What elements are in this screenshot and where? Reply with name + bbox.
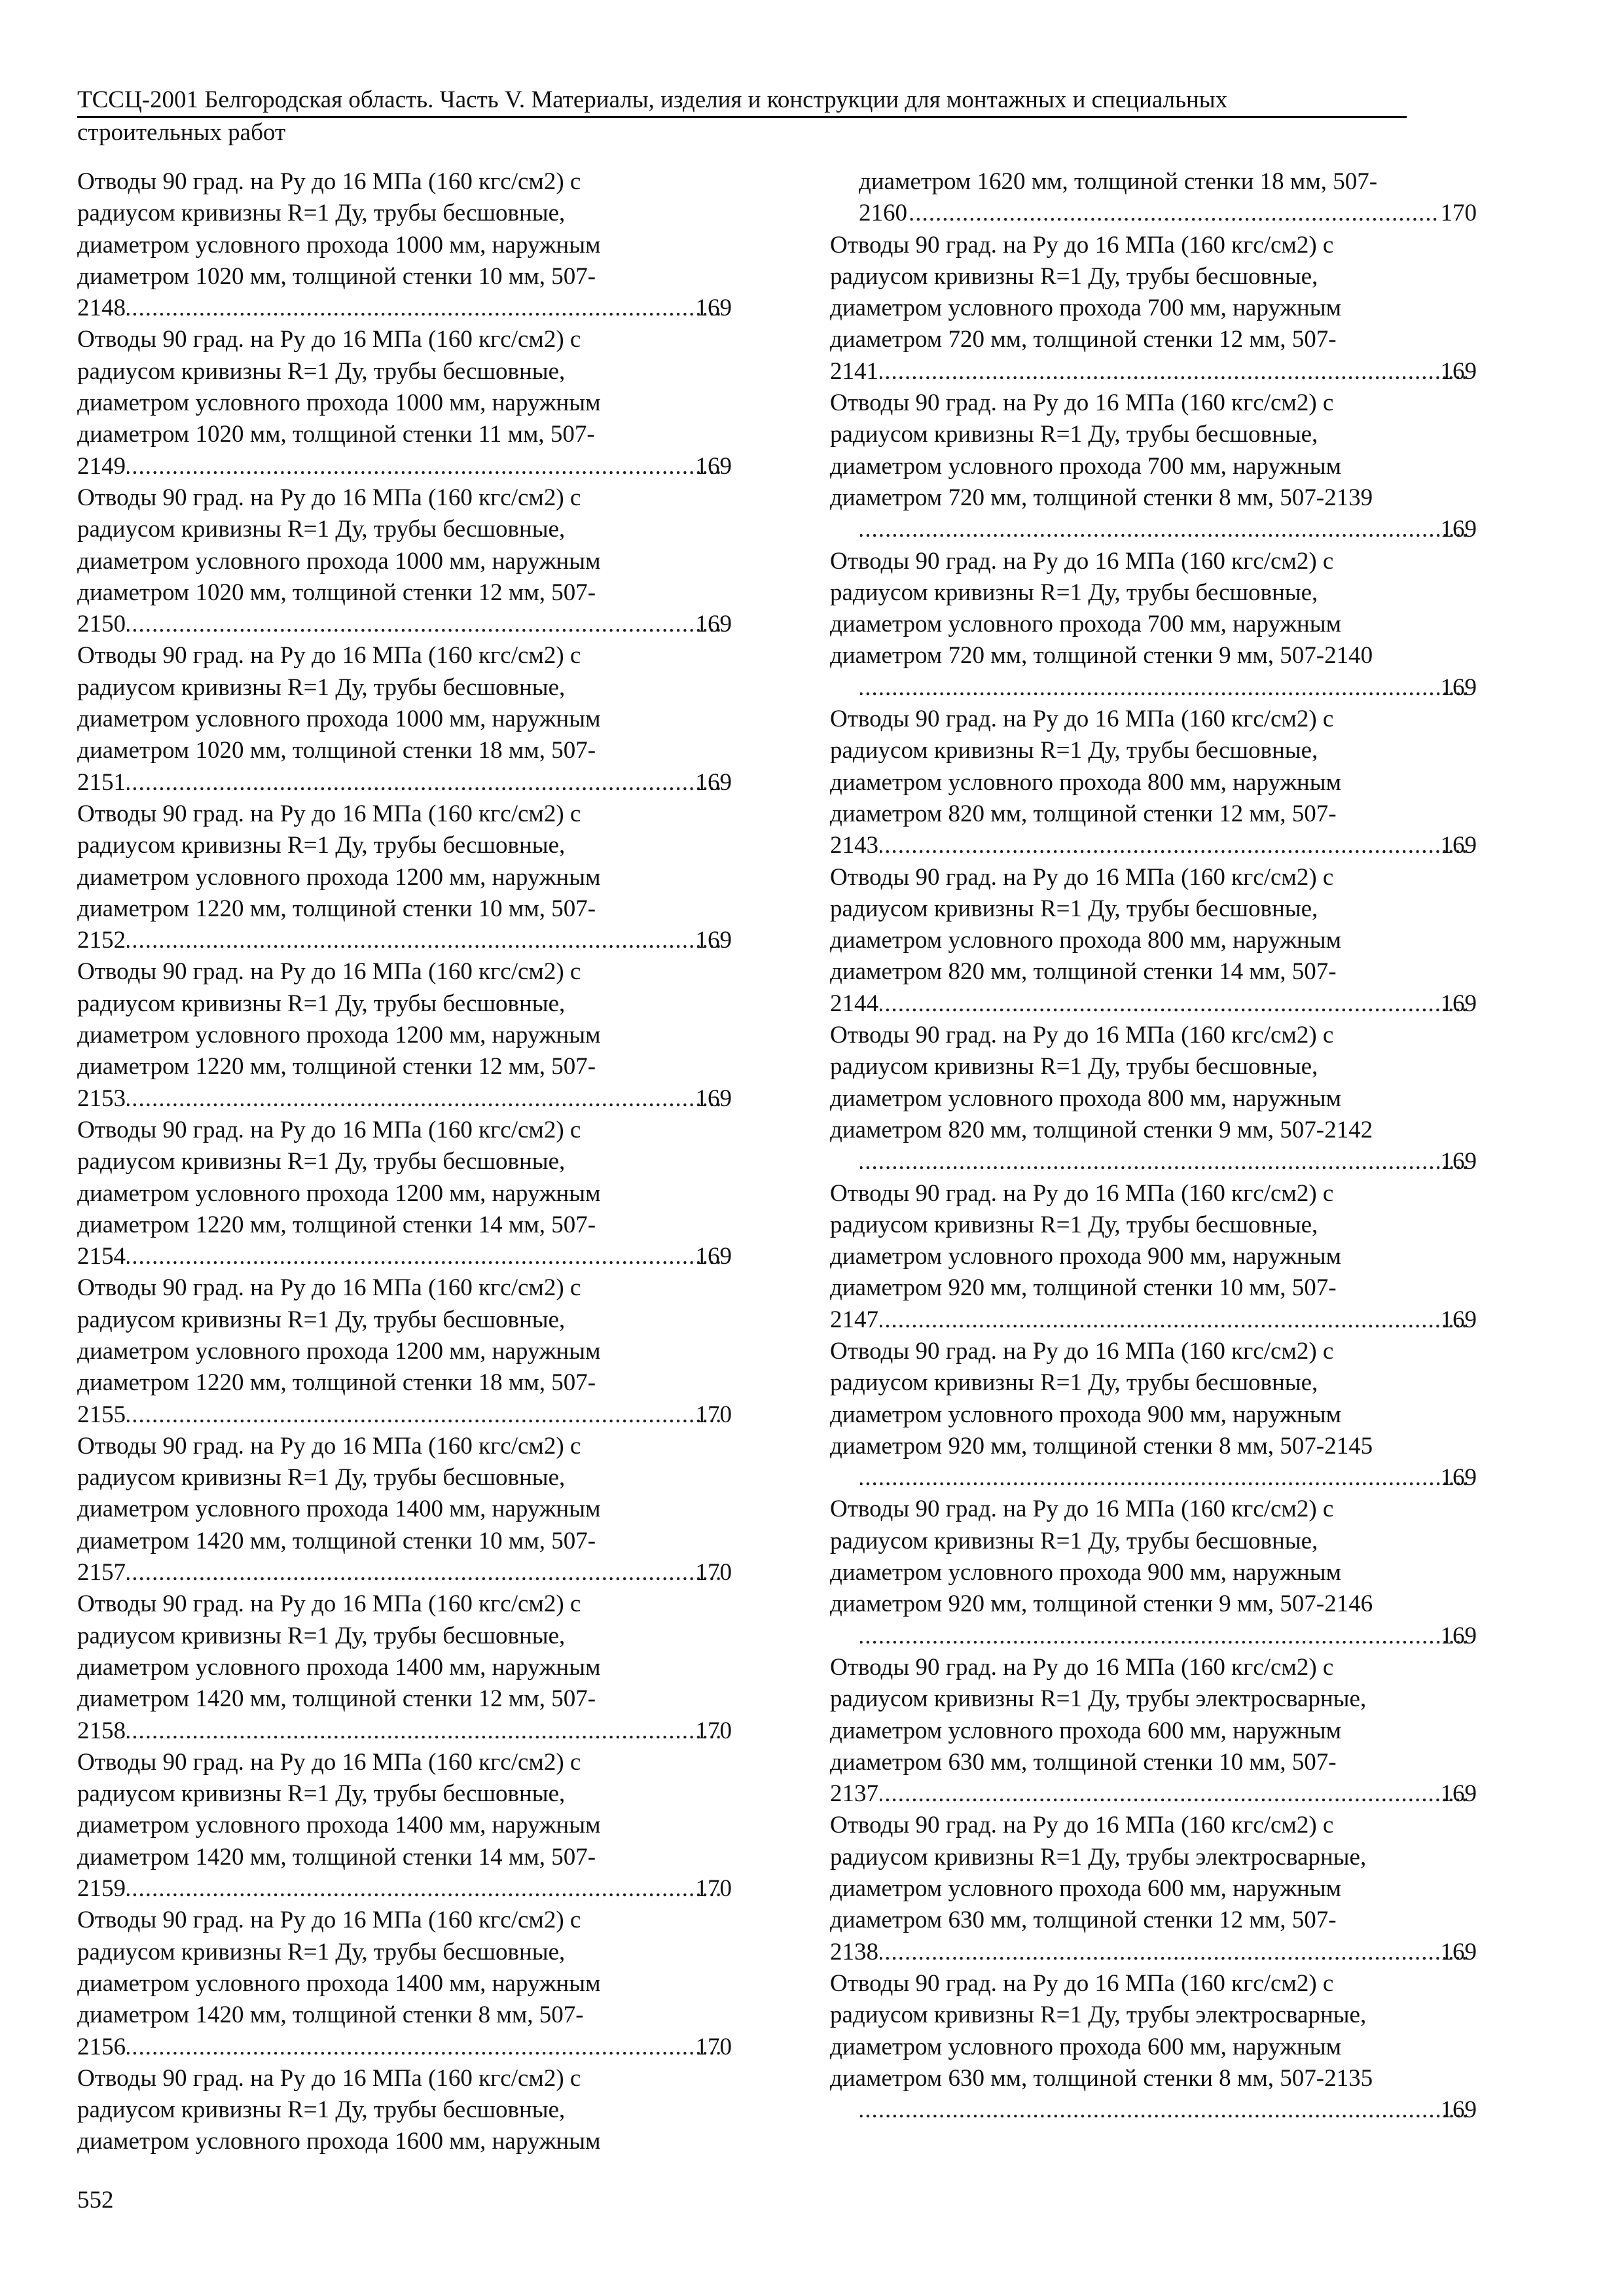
entry-code: 2157 <box>77 1559 126 1587</box>
entry-line: радиусом кривизны R=1 Ду, трубы бесшовные, <box>830 421 1318 448</box>
entry-leader-line <box>77 1083 732 1115</box>
dot-leader <box>860 1146 1468 1177</box>
entry-line: Отводы 90 град. на Ру до 16 МПа (160 кгс/см2) с <box>830 863 1334 891</box>
entry-line: диаметром 1020 мм, толщиной стенки 11 мм, 507- <box>77 421 595 448</box>
index-entry <box>77 798 732 956</box>
index-entry <box>830 862 1477 1020</box>
entry-line: радиусом кривизны R=1 Ду, трубы бесшовные, <box>77 357 566 385</box>
entry-line: диаметром 1220 мм, толщиной стенки 12 мм, 507- <box>77 1053 596 1081</box>
entry-line: диаметром 1420 мм, толщиной стенки 14 мм, 507- <box>77 1843 596 1871</box>
dot-leader <box>127 293 723 324</box>
entry-leader-line <box>859 672 1477 704</box>
dot-leader <box>880 356 1468 387</box>
entry-line: радиусом кривизны R=1 Ду, трубы бесшовные, <box>830 737 1318 764</box>
index-column-left <box>77 166 732 2158</box>
entry-line: Отводы 90 град. на Ру до 16 МПа (160 кгс/см2) с <box>830 547 1334 575</box>
index-entry <box>77 640 732 798</box>
entry-page-ref: 169 <box>1440 990 1477 1017</box>
entry-line: радиусом кривизны R=1 Ду, трубы бесшовные, <box>77 1780 566 1808</box>
entry-page-ref: 169 <box>1440 1780 1477 1808</box>
entry-line: Отводы 90 град. на Ру до 16 МПа (160 кгс/см2) с <box>830 706 1334 733</box>
entry-line: Отводы 90 град. на Ру до 16 МПа (160 кгс/см2) с <box>77 168 581 195</box>
dot-leader <box>880 830 1468 861</box>
entry-leader-line <box>830 1778 1477 1810</box>
entry-leader-line <box>77 451 732 482</box>
entry-line: диаметром 630 мм, толщиной стенки 10 мм, 507- <box>830 1748 1337 1776</box>
dot-leader <box>127 1083 723 1115</box>
entry-line: диаметром 1020 мм, толщиной стенки 12 мм, 507- <box>77 579 596 606</box>
entry-code: 2137 <box>830 1780 878 1808</box>
index-entry <box>830 1494 1477 1651</box>
entry-line: Отводы 90 град. на Ру до 16 МПа (160 кгс/см2) с <box>77 484 581 511</box>
entry-code: 2153 <box>77 1085 126 1112</box>
entry-page-ref: 170 <box>695 1401 732 1428</box>
entry-line: радиусом кривизны R=1 Ду, трубы бесшовные, <box>77 516 566 543</box>
entry-line: Отводы 90 град. на Ру до 16 МПа (160 кгс/см2) с <box>77 1116 581 1143</box>
dot-leader <box>860 2094 1468 2126</box>
entry-code: 2138 <box>830 1938 878 1965</box>
index-entry <box>830 704 1477 861</box>
dot-leader <box>909 198 1439 229</box>
entry-page-ref: 169 <box>1440 1306 1477 1333</box>
entry-line: диаметром условного прохода 1000 мм, наружным <box>77 706 601 733</box>
entry-page-ref: 169 <box>1440 516 1477 543</box>
entry-line: Отводы 90 град. на Ру до 16 МПа (160 кгс/см2) с <box>77 958 581 986</box>
entry-line: Отводы 90 град. на Ру до 16 МПа (160 кгс/см2) с <box>830 1337 1334 1365</box>
entry-line: диаметром условного прохода 800 мм, наружным <box>830 927 1341 954</box>
dot-leader <box>127 2032 723 2063</box>
index-entry <box>77 1431 732 1588</box>
entry-line: диаметром условного прохода 1400 мм, наружным <box>77 1812 601 1839</box>
entry-line: диаметром условного прохода 1200 мм, наружным <box>77 1337 601 1365</box>
entry-code: 2160 <box>859 200 907 227</box>
index-entry-continued <box>77 2063 732 2158</box>
entry-line: Отводы 90 град. на Ру до 16 МПа (160 кгс/см2) с <box>830 1022 1334 1049</box>
entry-code: 2148 <box>77 295 126 322</box>
entry-leader-line <box>77 1399 732 1431</box>
entry-line: радиусом кривизны R=1 Ду, трубы бесшовные, <box>830 1211 1318 1238</box>
dot-leader <box>127 1399 723 1431</box>
entry-code: 2152 <box>77 927 126 954</box>
entry-line: Отводы 90 град. на Ру до 16 МПа (160 кгс/см2) с <box>77 642 581 670</box>
entry-line: радиусом кривизны R=1 Ду, трубы электросварные, <box>830 1843 1367 1871</box>
entry-line: Отводы 90 град. на Ру до 16 МПа (160 кгс/см2) с <box>77 326 581 353</box>
entry-leader-line <box>77 2032 732 2063</box>
entry-page-ref: 170 <box>695 1717 732 1744</box>
entry-line: диаметром 920 мм, толщиной стенки 9 мм, 507-2146 <box>830 1590 1373 1618</box>
entry-line: диаметром условного прохода 900 мм, наружным <box>830 1559 1341 1587</box>
index-entry <box>77 1747 732 1905</box>
entry-line: Отводы 90 град. на Ру до 16 МПа (160 кгс/см2) с <box>830 1496 1334 1523</box>
entry-line: диаметром 1220 мм, толщиной стенки 14 мм, 507- <box>77 1211 596 1238</box>
entry-line: Отводы 90 град. на Ру до 16 МПа (160 кгс/см2) с <box>77 1590 581 1618</box>
entry-page-ref: 169 <box>695 927 732 954</box>
index-column-right <box>830 166 1477 2126</box>
entry-page-ref: 169 <box>1440 1938 1477 1965</box>
entry-line: радиусом кривизны R=1 Ду, трубы бесшовные, <box>830 579 1318 606</box>
entry-line: диаметром 820 мм, толщиной стенки 9 мм, 507-2142 <box>830 1116 1373 1143</box>
entry-leader-line <box>77 925 732 956</box>
index-entry <box>830 1968 1477 2126</box>
entry-page-ref: 170 <box>695 2033 732 2060</box>
entry-code: 2141 <box>830 357 878 385</box>
entry-leader-line <box>830 830 1477 861</box>
index-entry <box>830 230 1477 387</box>
entry-line: радиусом кривизны R=1 Ду, трубы бесшовные, <box>77 1938 566 1965</box>
index-entry <box>830 1336 1477 1494</box>
entry-leader-line <box>859 198 1477 229</box>
entry-leader-line <box>859 1146 1477 1177</box>
entry-line: диаметром 1220 мм, толщиной стенки 10 мм, 507- <box>77 895 596 922</box>
dot-leader <box>127 1873 723 1905</box>
dot-leader <box>860 514 1468 545</box>
entry-page-ref: 169 <box>695 1085 732 1112</box>
entry-line: Отводы 90 град. на Ру до 16 МПа (160 кгс/см2) с <box>77 800 581 827</box>
entry-line: Отводы 90 град. на Ру до 16 МПа (160 кгс/см2) с <box>77 1907 581 1934</box>
entry-line: диаметром условного прохода 1600 мм, наружным <box>77 2128 601 2155</box>
entry-leader-line <box>77 1715 732 1747</box>
entry-leader-line <box>859 2094 1477 2126</box>
page-number: 552 <box>77 2187 114 2214</box>
entry-line: радиусом кривизны R=1 Ду, трубы бесшовные, <box>77 673 566 701</box>
entry-line: диаметром условного прохода 700 мм, наружным <box>830 295 1341 322</box>
entry-line: диаметром условного прохода 600 мм, наружным <box>830 1875 1341 1903</box>
entry-line: Отводы 90 град. на Ру до 16 МПа (160 кгс/см2) с <box>77 1274 581 1302</box>
entry-code: 2150 <box>77 611 126 638</box>
entry-code: 2151 <box>77 768 126 796</box>
entry-line: радиусом кривизны R=1 Ду, трубы бесшовные, <box>830 895 1318 922</box>
entry-code: 2149 <box>77 452 126 480</box>
entry-line: радиусом кривизны R=1 Ду, трубы бесшовные, <box>77 1622 566 1649</box>
entry-leader-line <box>77 1241 732 1272</box>
entry-line: диаметром 820 мм, толщиной стенки 12 мм, 507- <box>830 800 1337 827</box>
entry-line: диаметром условного прохода 1400 мм, наружным <box>77 1969 601 1997</box>
index-entry <box>77 1115 732 1272</box>
index-entry <box>77 956 732 1114</box>
dot-leader <box>880 1304 1468 1336</box>
entry-line: диаметром 720 мм, толщиной стенки 8 мм, 507-2139 <box>830 484 1373 511</box>
dot-leader <box>880 1937 1468 1968</box>
index-entry <box>830 1020 1477 1177</box>
entry-line: диаметром 920 мм, толщиной стенки 10 мм, 507- <box>830 1274 1337 1302</box>
entry-line: диаметром условного прохода 600 мм, наружным <box>830 2033 1341 2060</box>
entry-page-ref: 169 <box>1440 1464 1477 1492</box>
entry-line: диаметром 630 мм, толщиной стенки 8 мм, 507-2135 <box>830 2064 1373 2092</box>
index-entry <box>77 482 732 640</box>
entry-line: диаметром условного прохода 700 мм, наружным <box>830 611 1341 638</box>
entry-page-ref: 170 <box>695 1875 732 1903</box>
entry-line: диаметром 1420 мм, толщиной стенки 8 мм, 507- <box>77 2001 584 2029</box>
entry-line: диаметром условного прохода 900 мм, наружным <box>830 1401 1341 1428</box>
entry-line: Отводы 90 град. на Ру до 16 МПа (160 кгс/см2) с <box>77 1432 581 1460</box>
entry-line: Отводы 90 град. на Ру до 16 МПа (160 кгс/см2) с <box>830 231 1334 259</box>
entry-leader-line <box>830 1937 1477 1968</box>
entry-code: 2158 <box>77 1717 126 1744</box>
entry-line: Отводы 90 град. на Ру до 16 МПа (160 кгс/см2) с <box>830 1812 1334 1839</box>
entry-line: диаметром условного прохода 1200 мм, наружным <box>77 863 601 891</box>
entry-line: диаметром условного прохода 900 мм, наружным <box>830 1243 1341 1270</box>
entry-line: Отводы 90 град. на Ру до 16 МПа (160 кгс/см2) с <box>77 1748 581 1776</box>
entry-leader-line <box>77 1873 732 1905</box>
entry-line: радиусом кривизны R=1 Ду, трубы электросварные, <box>830 2001 1367 2029</box>
entry-line: диаметром 820 мм, толщиной стенки 14 мм, 507- <box>830 958 1337 986</box>
dot-leader <box>880 1778 1468 1810</box>
entry-line: Отводы 90 град. на Ру до 16 МПа (160 кгс/см2) с <box>830 1969 1334 1997</box>
entry-leader-line <box>77 1557 732 1588</box>
entry-line: радиусом кривизны R=1 Ду, трубы бесшовные, <box>77 200 566 227</box>
entry-line: диаметром 1220 мм, толщиной стенки 18 мм, 507- <box>77 1369 596 1397</box>
entry-leader-line <box>859 1621 1477 1652</box>
dot-leader <box>127 1715 723 1747</box>
entry-line: диаметром условного прохода 1400 мм, наружным <box>77 1653 601 1681</box>
entry-line: диаметром 1020 мм, толщиной стенки 10 мм, 507- <box>77 262 596 290</box>
entry-line: диаметром 1420 мм, толщиной стенки 10 мм, 507- <box>77 1527 596 1554</box>
entry-line: радиусом кривизны R=1 Ду, трубы электросварные, <box>830 1685 1367 1713</box>
entry-page-ref: 169 <box>695 295 732 322</box>
right-entries-list <box>830 230 1477 2126</box>
entry-line: диаметром 630 мм, толщиной стенки 12 мм, 507- <box>830 1907 1337 1934</box>
entry-line: диаметром условного прохода 1000 мм, наружным <box>77 547 601 575</box>
dot-leader <box>860 672 1468 704</box>
entry-page-ref: 169 <box>695 1243 732 1270</box>
index-entry-continuation <box>830 166 1477 230</box>
entry-code: 2144 <box>830 990 878 1017</box>
index-entry <box>830 1178 1477 1336</box>
entry-line: радиусом кривизны R=1 Ду, трубы бесшовные, <box>830 1527 1318 1554</box>
entry-leader-line <box>830 356 1477 387</box>
index-entry <box>77 1272 732 1430</box>
entry-line: диаметром 720 мм, толщиной стенки 9 мм, 507-2140 <box>830 642 1373 670</box>
entry-code: 2155 <box>77 1401 126 1428</box>
header-subtitle-line: строительных работ <box>77 119 286 146</box>
entry-leader-line <box>77 767 732 798</box>
dot-leader <box>860 1462 1468 1494</box>
entry-line: радиусом кривизны R=1 Ду, трубы бесшовные, <box>77 990 566 1017</box>
entry-line: диаметром 720 мм, толщиной стенки 12 мм, 507- <box>830 326 1337 353</box>
entry-page-ref: 169 <box>1440 673 1477 701</box>
index-entry <box>77 324 732 482</box>
entry-leader-line <box>77 293 732 324</box>
dot-leader <box>860 1621 1468 1652</box>
index-entry <box>77 1905 732 2062</box>
entry-line: Отводы 90 град. на Ру до 16 МПа (160 кгс/см2) с <box>830 1179 1334 1207</box>
entry-code: 2156 <box>77 2033 126 2060</box>
entry-page-ref: 169 <box>1440 832 1477 859</box>
dot-leader <box>880 988 1468 1020</box>
entry-line: радиусом кривизны R=1 Ду, трубы бесшовные, <box>77 1306 566 1333</box>
entry-line: Отводы 90 град. на Ру до 16 МПа (160 кгс/см2) с <box>77 2064 581 2092</box>
entry-code: 2159 <box>77 1875 126 1903</box>
dot-leader <box>127 451 723 482</box>
entry-line: диаметром 1420 мм, толщиной стенки 12 мм, 507- <box>77 1685 596 1713</box>
index-entry <box>830 1652 1477 1810</box>
entry-line: Отводы 90 град. на Ру до 16 МПа (160 кгс/см2) с <box>830 389 1334 417</box>
entry-line: диаметром 1620 мм, толщиной стенки 18 мм, 507- <box>859 168 1378 195</box>
entry-page-ref: 170 <box>695 1559 732 1587</box>
index-entry <box>77 1588 732 1746</box>
entry-leader-line <box>77 609 732 640</box>
entry-line: диаметром условного прохода 800 мм, наружным <box>830 1085 1341 1112</box>
dot-leader <box>127 609 723 640</box>
entry-leader-line <box>859 1462 1477 1494</box>
index-entry <box>77 166 732 324</box>
entry-line: диаметром 920 мм, толщиной стенки 8 мм, 507-2145 <box>830 1432 1373 1460</box>
entry-line: диаметром условного прохода 700 мм, наружным <box>830 452 1341 480</box>
entry-leader-line <box>830 1304 1477 1336</box>
entry-line: радиусом кривизны R=1 Ду, трубы бесшовные, <box>77 1464 566 1492</box>
entry-page-ref: 169 <box>695 611 732 638</box>
entry-line: диаметром условного прохода 1200 мм, наружным <box>77 1022 601 1049</box>
entry-line: диаметром условного прохода 1000 мм, наружным <box>77 389 601 417</box>
entry-line: диаметром условного прохода 1000 мм, наружным <box>77 231 601 259</box>
entry-line: радиусом кривизны R=1 Ду, трубы бесшовные, <box>77 1148 566 1175</box>
entry-page-ref: 169 <box>1440 357 1477 385</box>
index-entry <box>830 1810 1477 1967</box>
dot-leader <box>127 1557 723 1588</box>
entry-code: 2147 <box>830 1306 878 1333</box>
entry-code: 2143 <box>830 832 878 859</box>
entry-page-ref: 169 <box>695 768 732 796</box>
entry-page-ref: 169 <box>695 452 732 480</box>
entry-line: радиусом кривизны R=1 Ду, трубы бесшовные, <box>830 1053 1318 1081</box>
entry-line: диаметром условного прохода 1200 мм, наружным <box>77 1179 601 1207</box>
header-title-line: ТССЦ-2001 Белгородская область. Часть V. Материалы, изделия и конструкции для монтажных и специальных <box>77 85 1407 118</box>
entry-leader-line <box>859 514 1477 545</box>
entry-leader-line <box>830 988 1477 1020</box>
dot-leader <box>127 925 723 956</box>
entry-line: диаметром условного прохода 800 мм, наружным <box>830 768 1341 796</box>
entry-line: радиусом кривизны R=1 Ду, трубы бесшовные, <box>830 262 1318 290</box>
index-entry <box>830 387 1477 545</box>
dot-leader <box>127 1241 723 1272</box>
entry-line: Отводы 90 град. на Ру до 16 МПа (160 кгс/см2) с <box>830 1653 1334 1681</box>
index-entry <box>830 546 1477 704</box>
entry-page-ref: 170 <box>1440 200 1477 227</box>
entry-code: 2154 <box>77 1243 126 1270</box>
left-entries-list <box>77 166 732 2063</box>
entry-line: диаметром условного прохода 600 мм, наружным <box>830 1717 1341 1744</box>
entry-line: диаметром условного прохода 1400 мм, наружным <box>77 1496 601 1523</box>
entry-page-ref: 169 <box>1440 1622 1477 1649</box>
entry-line: радиусом кривизны R=1 Ду, трубы бесшовные, <box>77 832 566 859</box>
entry-line: радиусом кривизны R=1 Ду, трубы бесшовные, <box>77 2096 566 2124</box>
running-header <box>77 85 1407 148</box>
entry-line: радиусом кривизны R=1 Ду, трубы бесшовные, <box>830 1369 1318 1397</box>
entry-page-ref: 169 <box>1440 2096 1477 2124</box>
dot-leader <box>127 767 723 798</box>
entry-line: диаметром 1020 мм, толщиной стенки 18 мм, 507- <box>77 737 596 764</box>
entry-page-ref: 169 <box>1440 1148 1477 1175</box>
